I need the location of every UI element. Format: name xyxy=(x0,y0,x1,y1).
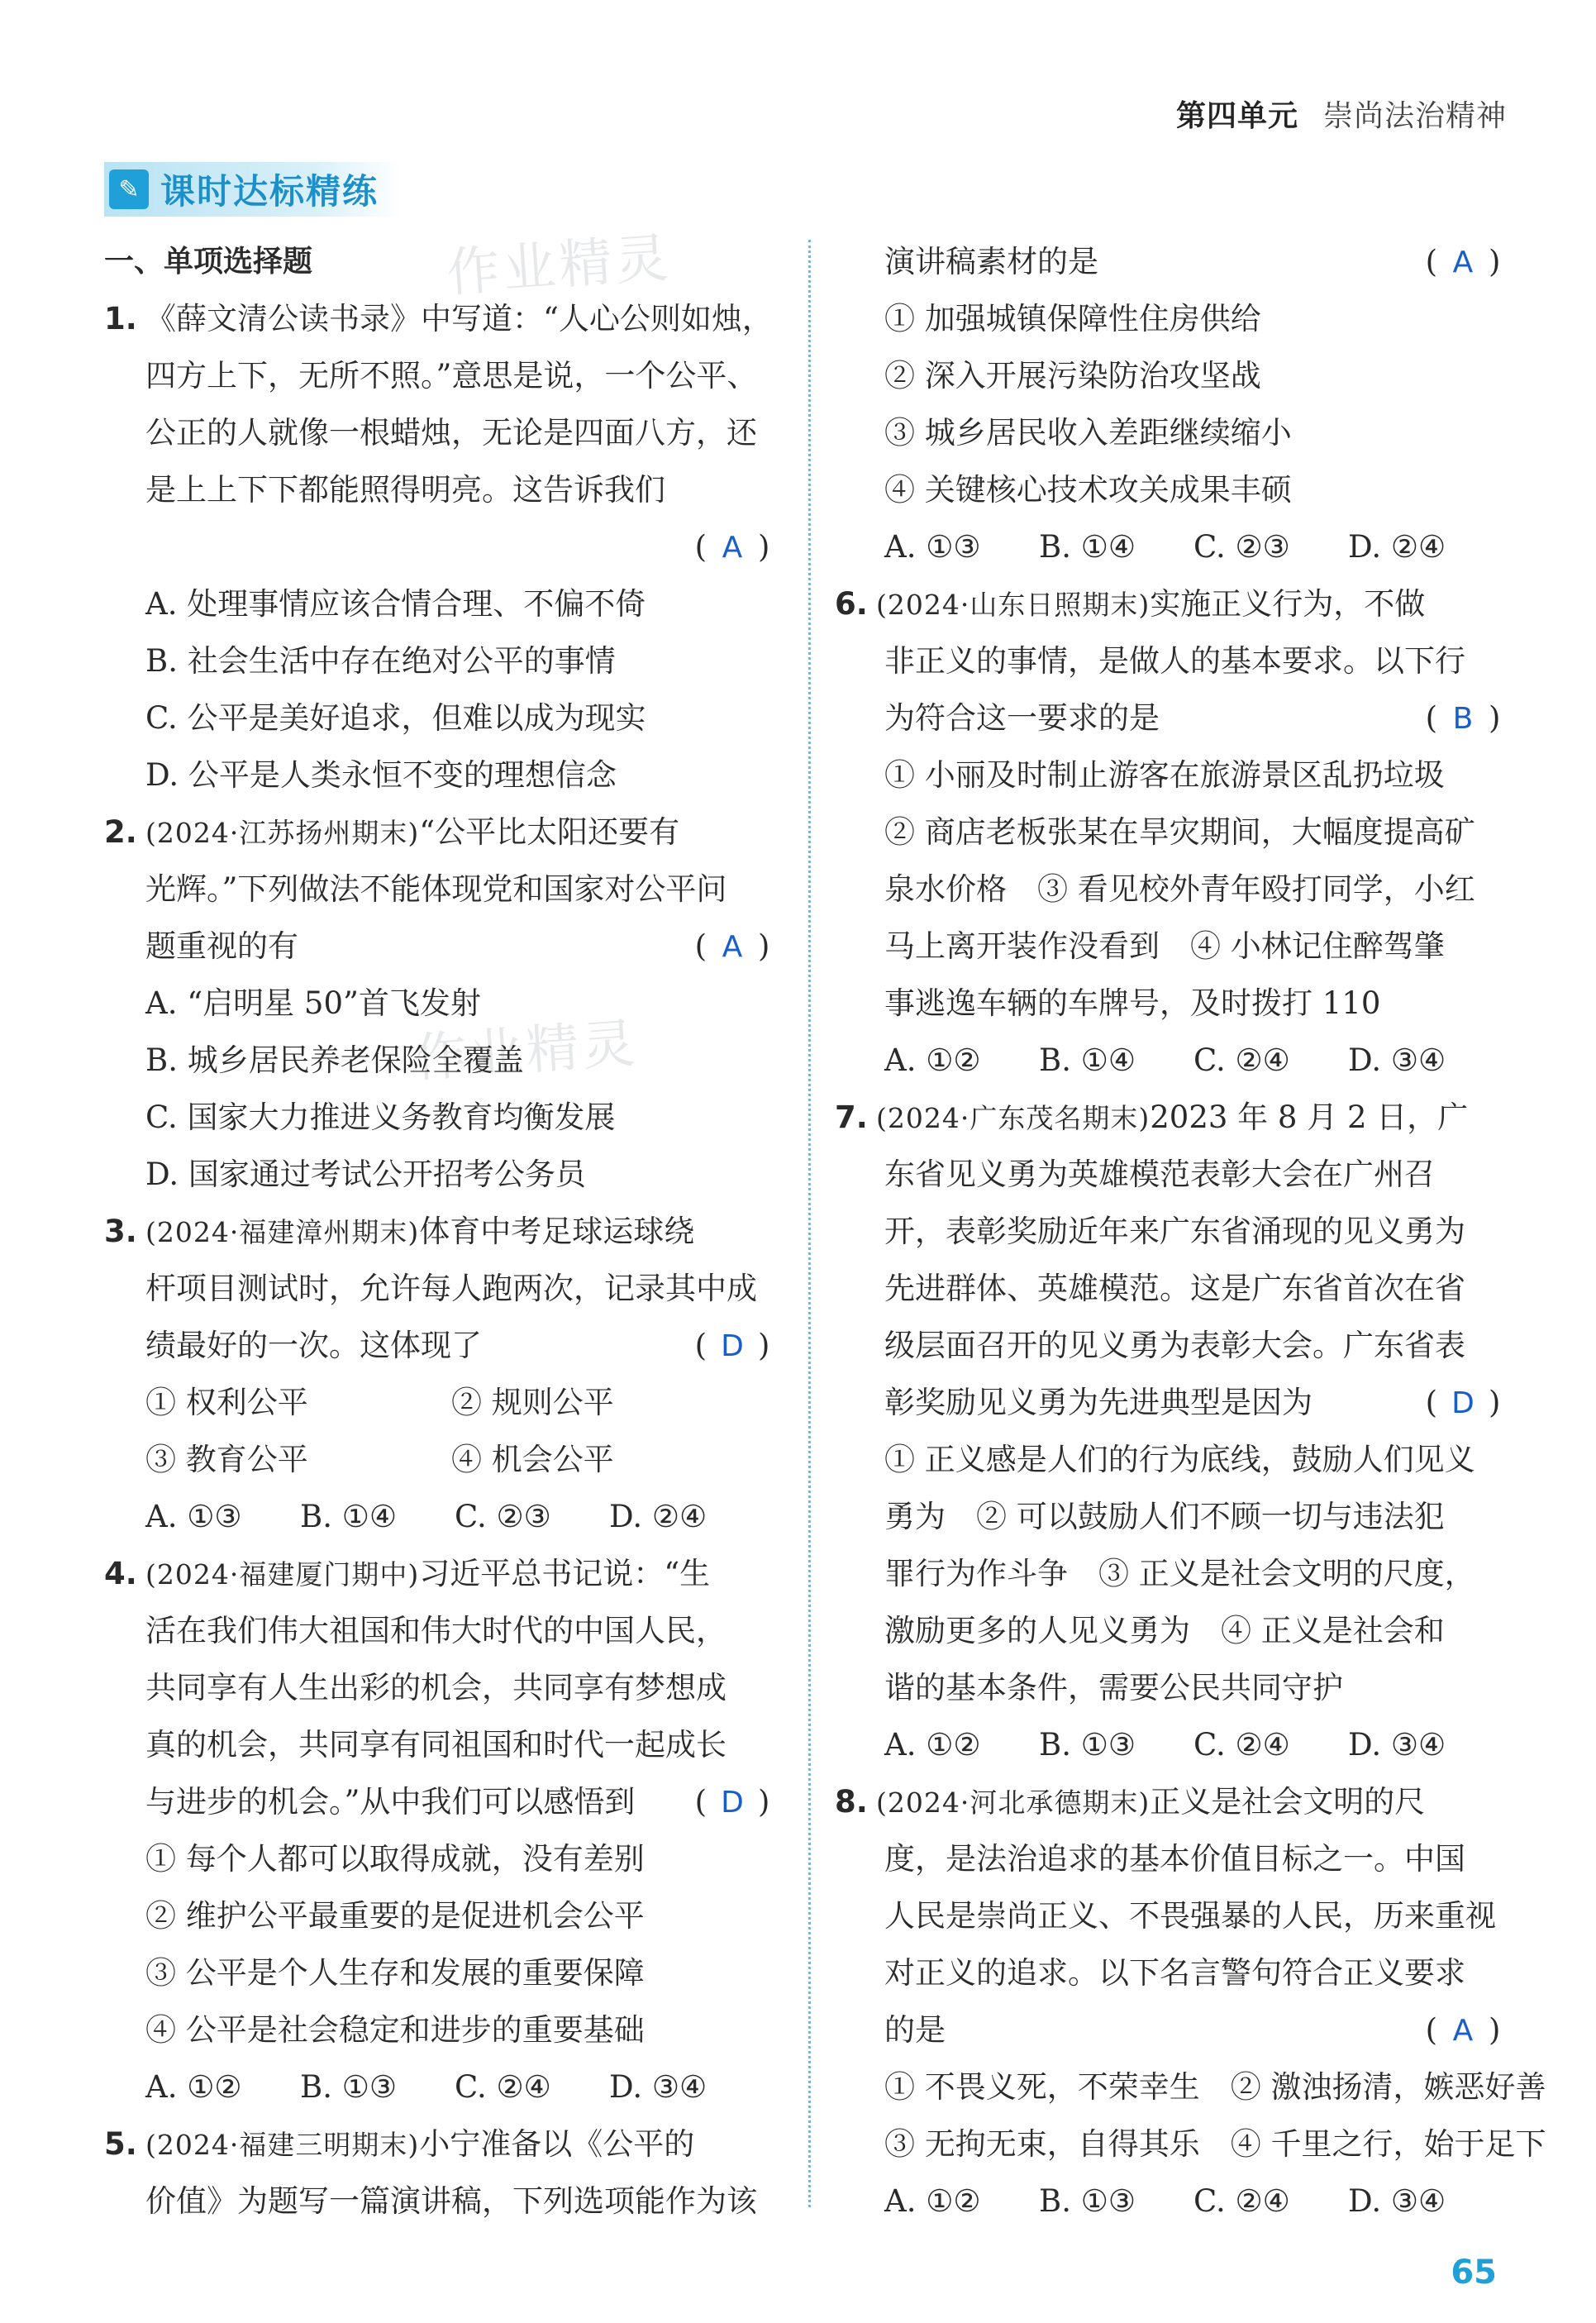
choice-row xyxy=(104,2058,782,2116)
question-1-line: 公正的人就像一根蜡烛，无论是四面八方，还 xyxy=(145,415,757,451)
question-source: (2024·江苏扬州期末) xyxy=(145,817,420,849)
item-row xyxy=(104,1431,782,1488)
running-header xyxy=(1176,93,1507,135)
question-text: 小宁准备以《公平的 xyxy=(419,2126,695,2162)
answer-letter: D xyxy=(721,1786,744,1820)
option: C. 公平是美好追求，但难以成为现实 xyxy=(145,700,646,736)
choice-row xyxy=(835,518,1513,575)
item: ② 维护公平最重要的是促进机会公平 xyxy=(145,1898,645,1934)
choice-row xyxy=(835,1032,1513,1089)
question-7-line: 级层面召开的见义勇为表彰大会。广东省表 xyxy=(884,1328,1465,1363)
question-number: 7. xyxy=(835,1099,868,1135)
item: 泉水价格 ③ 看见校外青年殴打同学，小红 xyxy=(884,871,1475,907)
question-source: (2024·福建漳州期末) xyxy=(145,1216,420,1248)
question-source: (2024·广东茂名期末) xyxy=(876,1102,1151,1134)
question-text: “公平比太阳还要有 xyxy=(419,814,680,850)
item: ① 加强城镇保障性住房供给 xyxy=(884,301,1261,336)
question-text: 演讲稿素材的是 xyxy=(884,244,1098,279)
right-column xyxy=(835,233,1546,2230)
answer-letter: A xyxy=(722,930,743,964)
question-number: 2. xyxy=(104,814,137,850)
choice: D. ③④ xyxy=(1348,2183,1446,2219)
question-4-line: 活在我们伟大祖国和伟大时代的中国人民， xyxy=(145,1613,727,1648)
answer-bracket: ( A ) xyxy=(1413,233,1513,291)
item: ③ 城乡居民收入差距继续缩小 xyxy=(884,415,1292,451)
page-number: 65 xyxy=(1451,2254,1497,2292)
question-4-line xyxy=(104,1773,782,1830)
answer-letter: D xyxy=(721,1329,744,1363)
question-number: 1. xyxy=(104,301,137,336)
item: ① 每个人都可以取得成就，没有差别 xyxy=(145,1841,645,1877)
question-8-line: 度，是法治追求的基本价值目标之一。中国 xyxy=(884,1841,1465,1877)
watermark-logo: 作业精灵 xyxy=(412,1013,641,1090)
item: 激励更多的人见义勇为 ④ 正义是社会和 xyxy=(884,1613,1445,1648)
item: 勇为 ② 可以鼓励人们不顾一切与违法犯 xyxy=(884,1499,1445,1534)
question-text: 正义是社会文明的尺 xyxy=(1150,1784,1426,1820)
option: A. 处理事情应该合情合理、不偏不倚 xyxy=(145,586,646,622)
choice: B. ①③ xyxy=(300,2069,398,2105)
question-6-line xyxy=(835,575,1513,632)
question-2-line: 光辉。”下列做法不能体现党和国家对公平问 xyxy=(145,871,727,907)
choice: C. ②④ xyxy=(455,2069,551,2105)
choice: B. ①④ xyxy=(300,1499,398,1534)
left-column xyxy=(104,233,782,2230)
question-2-line xyxy=(104,804,782,861)
answer-letter: A xyxy=(1452,2014,1474,2048)
question-8-line xyxy=(835,1773,1513,1830)
choice-row xyxy=(835,2173,1513,2230)
option: A. “启明星 50”首飞发射 xyxy=(145,985,481,1021)
question-number: 6. xyxy=(835,586,868,622)
answer-bracket: ( D ) xyxy=(1413,1374,1513,1432)
item: 罪行为作斗争 ③ 正义是社会文明的尺度， xyxy=(884,1556,1475,1591)
question-text: 绩最好的一次。这体现了 xyxy=(145,1328,482,1363)
column-divider xyxy=(808,240,811,2207)
item: ③ 公平是个人生存和发展的重要保障 xyxy=(145,1955,645,1991)
answer-bracket: ( D ) xyxy=(683,1317,782,1375)
item: ③ 教育公平 xyxy=(145,1442,308,1477)
item: ② 规则公平 xyxy=(451,1385,614,1420)
question-8-line xyxy=(835,2001,1513,2058)
question-5-line: 价值》为题写一篇演讲稿，下列选项能作为该 xyxy=(145,2183,757,2219)
option: C. 国家大力推进义务教育均衡发展 xyxy=(145,1099,616,1135)
choice: A. ①② xyxy=(145,2069,242,2105)
choice: D. ③④ xyxy=(1348,1727,1446,1763)
choice-row xyxy=(104,1488,782,1545)
question-source: (2024·福建厦门期中) xyxy=(145,1558,420,1591)
section-banner xyxy=(104,162,402,217)
item: ① 不畏义死，不荣幸生 ② 激浊扬清，嫉恶好善 xyxy=(884,2069,1546,2105)
choice: C. ②③ xyxy=(455,1499,551,1534)
question-7-line: 东省见义勇为英雄模范表彰大会在广州召 xyxy=(884,1157,1435,1192)
question-1-line xyxy=(104,290,782,347)
choice: C. ②④ xyxy=(1193,1727,1290,1763)
question-1-line: 四方上下，无所不照。”意思是说，一个公平、 xyxy=(145,358,758,394)
question-8-line: 人民是崇尚正义、不畏强暴的人民，历来重视 xyxy=(884,1898,1496,1934)
question-4-line xyxy=(104,1545,782,1602)
item: 谐的基本条件，需要公民共同守护 xyxy=(884,1670,1343,1705)
question-source: (2024·福建三明期末) xyxy=(145,2129,420,2161)
question-7-line: 先进群体、英雄模范。这是广东省首次在省 xyxy=(884,1271,1465,1306)
question-7-line xyxy=(835,1374,1513,1431)
choice: C. ②④ xyxy=(1193,2183,1290,2219)
item: ② 深入开展污染防治攻坚战 xyxy=(884,358,1261,394)
choice: A. ①③ xyxy=(145,1499,242,1534)
question-text: 与进步的机会。”从中我们可以感悟到 xyxy=(145,1784,636,1820)
answer-line xyxy=(104,518,782,575)
question-1-line: 是上上下下都能照得明亮。这告诉我们 xyxy=(145,472,665,508)
question-text: 彰奖励见义勇为先进典型是因为 xyxy=(884,1385,1313,1420)
answer-letter: A xyxy=(1452,246,1474,279)
question-number: 3. xyxy=(104,1214,137,1249)
question-7-line: 开，表彰奖励近年来广东省涌现的见义勇为 xyxy=(884,1214,1465,1249)
choice: A. ①③ xyxy=(884,529,981,565)
question-text: 实施正义行为，不做 xyxy=(1150,586,1426,622)
item-row xyxy=(104,1374,782,1431)
question-5-line xyxy=(104,2116,782,2173)
question-7-line xyxy=(835,1089,1513,1146)
item: 马上离开装作没看到 ④ 小林记住醉驾肇 xyxy=(884,928,1445,964)
question-5-line xyxy=(835,233,1513,290)
question-number: 8. xyxy=(835,1784,868,1820)
choice: D. ③④ xyxy=(609,2069,707,2105)
choice: B. ①④ xyxy=(1039,1042,1136,1078)
choice-row xyxy=(835,1716,1513,1773)
item: ④ 公平是社会稳定和进步的重要基础 xyxy=(145,2012,645,2048)
question-text: 的是 xyxy=(884,2012,946,2048)
option: B. 城乡居民养老保险全覆盖 xyxy=(145,1042,524,1078)
choice: B. ①③ xyxy=(1039,1727,1136,1763)
unit-label: 第四单元 xyxy=(1175,99,1298,133)
item: 事逃逸车辆的车牌号，及时拨打 110 xyxy=(884,985,1381,1021)
question-8-line: 对正义的追求。以下名言警句符合正义要求 xyxy=(884,1955,1465,1991)
unit-topic: 崇尚法治精神 xyxy=(1322,99,1507,133)
question-6-line: 非正义的事情，是做人的基本要求。以下行 xyxy=(884,643,1465,679)
choice: D. ②④ xyxy=(609,1499,707,1534)
choice: B. ①③ xyxy=(1039,2183,1136,2219)
answer-letter: B xyxy=(1452,702,1474,736)
section-heading: 一、单项选择题 xyxy=(104,245,313,279)
question-2-line xyxy=(104,918,782,975)
question-3-line xyxy=(104,1317,782,1374)
choice: A. ①② xyxy=(884,2183,981,2219)
question-text: 为符合这一要求的是 xyxy=(884,700,1160,736)
item: ② 商店老板张某在旱灾期间，大幅度提高矿 xyxy=(884,814,1475,850)
option: D. 公平是人类永恒不变的理想信念 xyxy=(145,757,617,793)
banner-title: 课时达标精练 xyxy=(160,171,379,212)
choice: D. ③④ xyxy=(1348,1042,1446,1078)
item: ④ 关键核心技术攻关成果丰硕 xyxy=(884,472,1292,508)
item: ① 权利公平 xyxy=(145,1385,308,1420)
question-number: 5. xyxy=(104,2126,137,2162)
question-4-line: 共同享有人生出彩的机会，共同享有梦想成 xyxy=(145,1670,727,1705)
choice: D. ②④ xyxy=(1348,529,1446,565)
question-text: 2023 年 8 月 2 日，广 xyxy=(1150,1099,1469,1135)
item: ① 小丽及时制止游客在旅游景区乱扔垃圾 xyxy=(884,757,1445,793)
question-6-line xyxy=(835,689,1513,747)
choice: A. ①② xyxy=(884,1042,981,1078)
answer-bracket: ( D ) xyxy=(683,1773,782,1831)
answer-letter: A xyxy=(722,531,743,565)
option: D. 国家通过考试公开招考公务员 xyxy=(145,1157,586,1192)
question-3-line: 杆项目测试时，允许每人跑两次，记录其中成 xyxy=(145,1271,757,1306)
question-4-line: 真的机会，共同享有同祖国和时代一起成长 xyxy=(145,1727,727,1763)
answer-bracket: ( A ) xyxy=(683,918,782,975)
choice: B. ①④ xyxy=(1039,529,1136,565)
choice: C. ②④ xyxy=(1193,1042,1290,1078)
watermark-logo: 作业精灵 xyxy=(445,227,674,305)
question-text: 习近平总书记说：“生 xyxy=(419,1556,711,1591)
answer-letter: D xyxy=(1451,1386,1475,1420)
item: ① 正义感是人们的行为底线，鼓励人们见义 xyxy=(884,1442,1475,1477)
choice: A. ①② xyxy=(884,1727,981,1763)
answer-bracket: ( A ) xyxy=(1413,2001,1513,2059)
answer-bracket: ( A ) xyxy=(683,518,782,576)
item: ③ 无拘无束，自得其乐 ④ 千里之行，始于足下 xyxy=(884,2126,1546,2162)
question-text: 题重视的有 xyxy=(145,928,298,964)
answer-bracket: ( B ) xyxy=(1413,689,1513,747)
option: B. 社会生活中存在绝对公平的事情 xyxy=(145,643,616,679)
question-source: (2024·山东日照期末) xyxy=(876,589,1151,621)
choice: C. ②③ xyxy=(1193,529,1290,565)
question-text: 《薛文清公读书录》中写道：“人心公则如烛， xyxy=(145,301,773,336)
question-text: 体育中考足球运球绕 xyxy=(419,1214,695,1249)
question-source: (2024·河北承德期末) xyxy=(876,1786,1151,1819)
question-number: 4. xyxy=(104,1556,137,1591)
pencil-icon: ✎ xyxy=(109,169,149,209)
item: ④ 机会公平 xyxy=(451,1442,614,1477)
question-3-line xyxy=(104,1203,782,1260)
